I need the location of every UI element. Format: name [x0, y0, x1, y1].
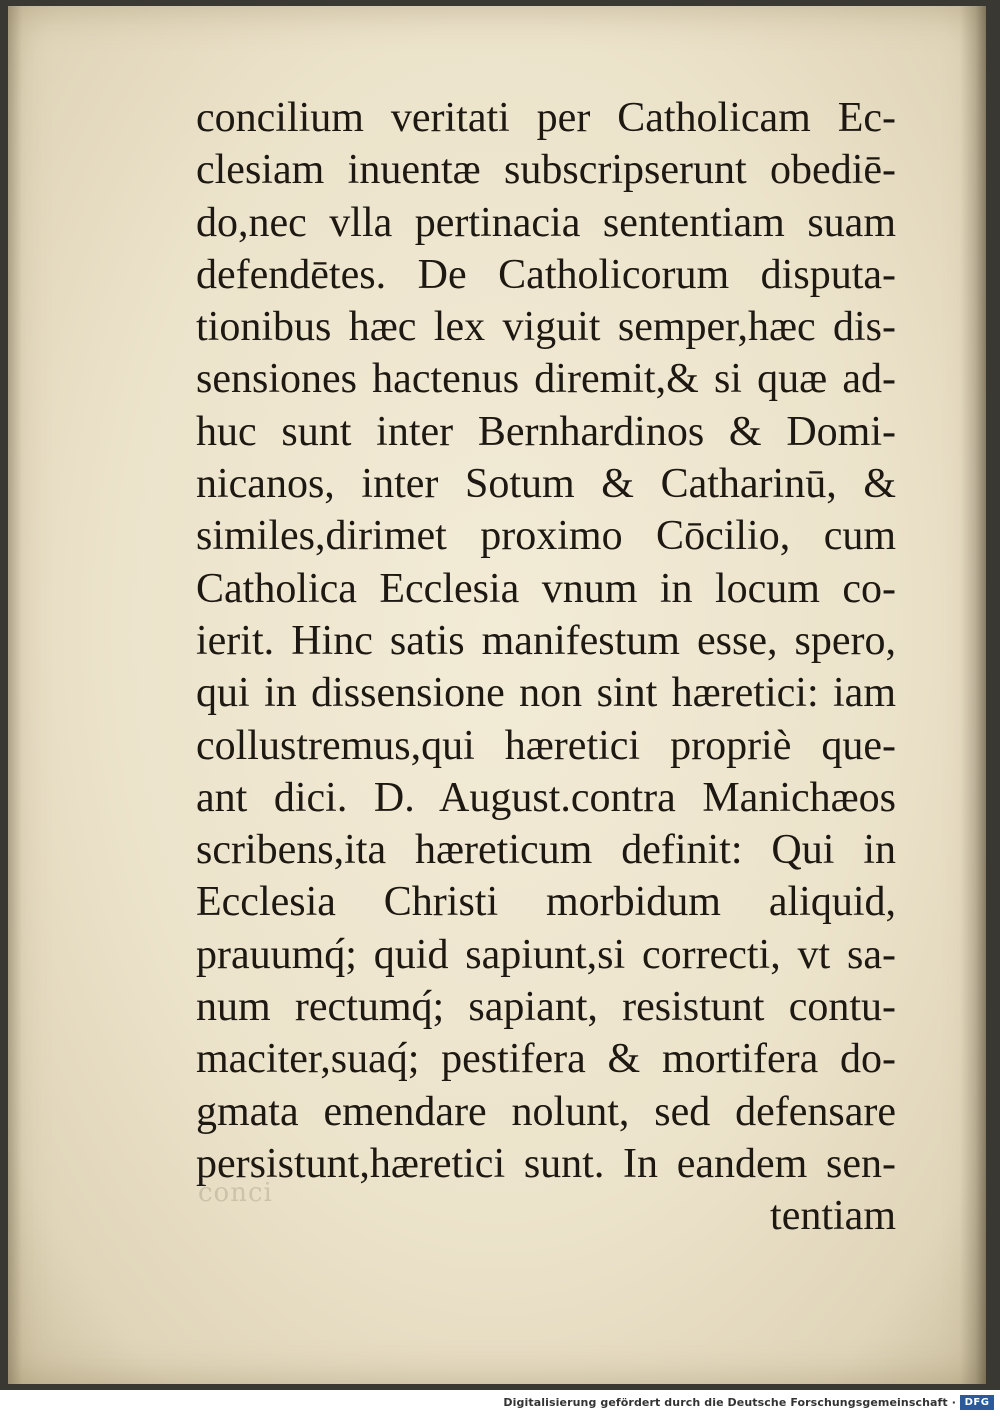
footer-bar: [0, 1390, 1000, 1417]
text-line: collustremus,qui hæretici propriè que-: [196, 722, 896, 769]
paper-edge-right: [960, 6, 986, 1384]
text-line: nicanos, inter Sotum & Catharinū, &: [196, 461, 896, 508]
text-line: ierit. Hinc satis manifestum esse, spero,: [196, 617, 896, 664]
text-line: clesiam inuentæ subscripserunt obediē-: [196, 147, 896, 194]
text-line: qui in dissensione non sint hæretici: iam: [196, 670, 896, 717]
text-line: do,nec vlla pertinacia sententiam suam: [196, 199, 896, 246]
text-line: ant dici. D. August.contra Manichæos: [196, 774, 896, 821]
body-text: [196, 92, 896, 1243]
text-line: tionibus hæc lex viguit semper,hæc dis-: [196, 304, 896, 351]
text-line: Ecclesia Christi morbidum aliquid,: [196, 879, 896, 926]
funding-credit: Digitalisierung gefördert durch die Deutsche Forschungsgemeinschaft ·: [503, 1396, 956, 1409]
catchword: tentiam: [770, 1193, 896, 1240]
text-line: gmata emendare nolunt, sed defensare: [196, 1088, 896, 1135]
text-line: defendētes. De Catholicorum disputa-: [196, 251, 896, 298]
text-line: Catholica Ecclesia vnum in locum co-: [196, 565, 896, 612]
text-line: concilium veritati per Catholicam Ec-: [196, 95, 896, 141]
text-line: persistunt,hæretici sunt. In eandem sen-: [196, 1140, 896, 1187]
text-line: maciter,suaq́; pestifera & mortifera do-: [196, 1036, 896, 1083]
text-line: prauumq́; quid sapiunt,si correcti, vt sa-: [196, 931, 896, 978]
text-line: num rectumq́; sapiant, resistunt contu-: [196, 984, 896, 1031]
text-line: similes,dirimet proximo Cōcilio, cum: [196, 513, 896, 560]
bleed-through-text: conci: [198, 1178, 273, 1208]
text-line: huc sunt inter Bernhardinos & Domi-: [196, 408, 896, 455]
text-line: scribens,ita hæreticum definit: Qui in: [196, 827, 896, 874]
text-line: sensiones hactenus diremit,& si quæ ad-: [196, 356, 896, 403]
dfg-logo[interactable]: DFG: [960, 1395, 994, 1410]
paper-edge-left: [8, 6, 22, 1384]
